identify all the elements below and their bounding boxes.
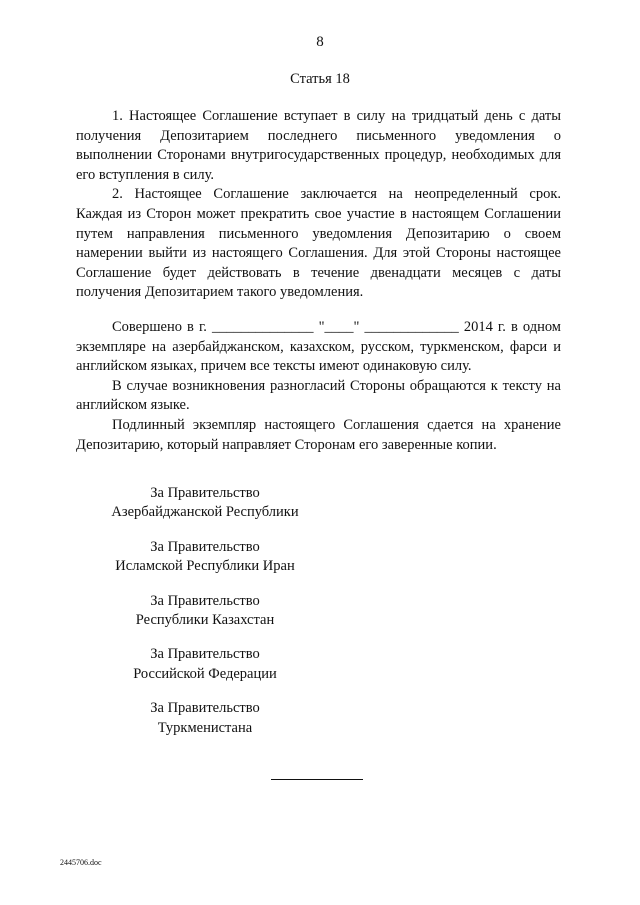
footer-filename: 2445706.doc — [60, 858, 102, 867]
signature-block-kazakhstan — [80, 592, 330, 631]
paragraph-duration: 2. Настоящее Соглашение заключается на неопределенный срок. Каждая из Сторон может прекратить свое участие в настоящем Соглашении путем направления письменного уведомления Депозитарию о своем намерении выйти из настоящего Соглашения. Для этой Стороны настоящее Соглашение будет действовать в течение двенадцати месяцев с даты получения Депозитарием такого уведомления. — [76, 186, 561, 301]
signature-caption: За Правительство — [150, 646, 260, 663]
paragraph-done-at: Совершено в г. ______________ "____" _____________ 2014 г. в одном экземпляре на азербайджанском, казахском, русском, туркменском, фарси и английском языках, причем все тексты имеют одинаковую силу. — [76, 319, 561, 375]
signature-country: Туркменистана — [157, 719, 253, 736]
closing-text — [76, 318, 561, 455]
end-divider — [271, 779, 363, 780]
signature-blocks — [80, 484, 330, 753]
article-text — [76, 107, 561, 303]
signature-block-iran — [80, 538, 330, 577]
article-title: Статья 18 — [290, 71, 350, 87]
signature-country: Исламской Республики Иран — [115, 558, 295, 575]
signature-caption: За Правительство — [150, 700, 260, 717]
signature-country: Республики Казахстан — [135, 612, 275, 629]
signature-block-turkmenistan — [80, 699, 330, 738]
signature-caption: За Правительство — [150, 592, 260, 609]
page-number: 8 — [316, 34, 324, 50]
signature-country: Российской Федерации — [133, 665, 277, 682]
signature-block-azerbaijan — [80, 484, 330, 523]
signature-block-russia — [80, 645, 330, 684]
paragraph-original-copy: Подлинный экземпляр настоящего Соглашения сдается на хранение Депозитарию, который направляет Сторонам его заверенные копии. — [76, 416, 561, 453]
signature-country: Азербайджанской Республики — [111, 504, 299, 521]
signature-caption: За Правительство — [150, 538, 260, 555]
paragraph-entry-into-force: 1. Настоящее Соглашение вступает в силу на тридцатый день с даты получения Депозитарием последнего письменного уведомления о выполнении Сторонами внутригосударственных процедур, необходимых для его вступления в силу. — [76, 108, 561, 183]
paragraph-disputes: В случае возникновения разногласий Стороны обращаются к тексту на английском языке. — [76, 377, 561, 414]
signature-caption: За Правительство — [150, 485, 260, 501]
